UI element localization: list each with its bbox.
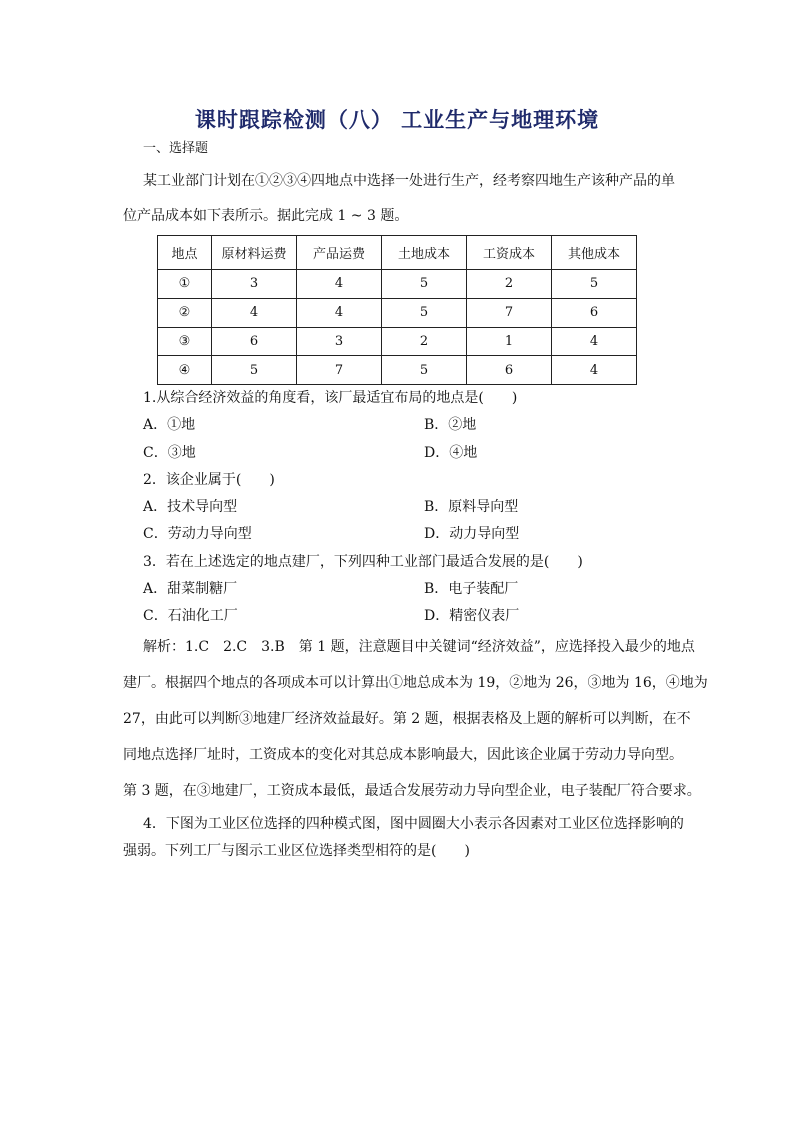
table-cell: 2 [467, 270, 552, 299]
question-2-stem: 2．该企业属于( ) [143, 472, 275, 488]
table-cell: 7 [467, 298, 552, 327]
analysis-line-1: 解析：1.C 2.C 3.B 第 1 题，注意题目中关键词“经济效益”，应选择投入最少的地点 [143, 639, 695, 655]
table-row [158, 298, 637, 327]
table-header: 地点 [158, 236, 212, 270]
table-cell: 6 [552, 298, 637, 327]
table-cell: 4 [297, 298, 382, 327]
question-2-option-b: B．原料导向型 [424, 499, 519, 515]
table-cell: 3 [212, 270, 297, 299]
table-header-row [158, 236, 637, 270]
table-cell: 7 [297, 356, 382, 385]
table-header: 原材料运费 [212, 236, 297, 270]
table-header: 其他成本 [552, 236, 637, 270]
table-cell: 5 [382, 270, 467, 299]
table-cell: 4 [552, 356, 637, 385]
table-cell: 4 [297, 270, 382, 299]
page-title: 课时跟踪检测（八） 工业生产与地理环境 [194, 107, 600, 132]
analysis-line-3: 27，由此可以判断③地建厂经济效益最好。第 2 题，根据表格及上题的解析可以判断，在不 [123, 711, 691, 727]
question-1-option-c: C．③地 [143, 445, 196, 461]
analysis-line-2: 建厂。根据四个地点的各项成本可以计算出①地总成本为 19，②地为 26，③地为 16，④地为 [123, 675, 708, 691]
analysis-line-4: 同地点选择厂址时，工资成本的变化对其总成本影响最大，因此该企业属于劳动力导向型。 [123, 747, 683, 763]
question-4-line-2: 强弱。下列工厂与图示工业区位选择类型相符的是( ) [123, 843, 470, 859]
analysis-line-5: 第 3 题，在③地建厂，工资成本最低，最适合发展劳动力导向型企业，电子装配厂符合要求。 [123, 783, 701, 799]
table-cell: 1 [467, 327, 552, 356]
question-3-stem: 3．若在上述选定的地点建厂，下列四种工业部门最适合发展的是( ) [143, 554, 583, 570]
table-cell: 5 [212, 356, 297, 385]
question-3-option-c: C．石油化工厂 [143, 608, 238, 624]
table-header: 工资成本 [467, 236, 552, 270]
table-cell: ③ [158, 327, 212, 356]
table-cell: ② [158, 298, 212, 327]
table-cell: 5 [382, 356, 467, 385]
question-4-line-1: 4．下图为工业区位选择的四种模式图，图中圆圈大小表示各因素对工业区位选择影响的 [143, 816, 684, 832]
table-cell: 3 [297, 327, 382, 356]
table-cell: ① [158, 270, 212, 299]
question-2-option-c: C．劳动力导向型 [143, 526, 252, 542]
table-row [158, 270, 637, 299]
intro-line-1: 某工业部门计划在①②③④四地点中选择一处进行生产，经考察四地生产该种产品的单 [143, 173, 675, 189]
question-2-option-d: D．动力导向型 [424, 526, 520, 542]
table-cell: 4 [552, 327, 637, 356]
section-heading: 一、选择题 [143, 141, 209, 156]
question-1-stem: 1.从综合经济效益的角度看，该厂最适宜布局的地点是( ) [143, 390, 518, 406]
question-3-option-b: B．电子装配厂 [424, 581, 519, 597]
table-cell: 6 [212, 327, 297, 356]
question-1-option-a: A．①地 [143, 417, 196, 433]
question-1-option-d: D．④地 [424, 445, 478, 461]
intro-line-2: 位产品成本如下表所示。据此完成 1 ~ 3 题。 [123, 208, 409, 224]
table-header: 土地成本 [382, 236, 467, 270]
table-row [158, 327, 637, 356]
question-2-option-a: A．技术导向型 [143, 499, 238, 515]
table-cell: 4 [212, 298, 297, 327]
table-cell: 6 [467, 356, 552, 385]
table-cell: 2 [382, 327, 467, 356]
table-cell: ④ [158, 356, 212, 385]
table-header: 产品运费 [297, 236, 382, 270]
table-cell: 5 [382, 298, 467, 327]
question-1-option-b: B．②地 [424, 417, 477, 433]
question-3-option-d: D．精密仪表厂 [424, 608, 520, 624]
table-row [158, 356, 637, 385]
question-3-option-a: A．甜菜制糖厂 [143, 581, 238, 597]
table-cell: 5 [552, 270, 637, 299]
cost-table [157, 235, 637, 385]
